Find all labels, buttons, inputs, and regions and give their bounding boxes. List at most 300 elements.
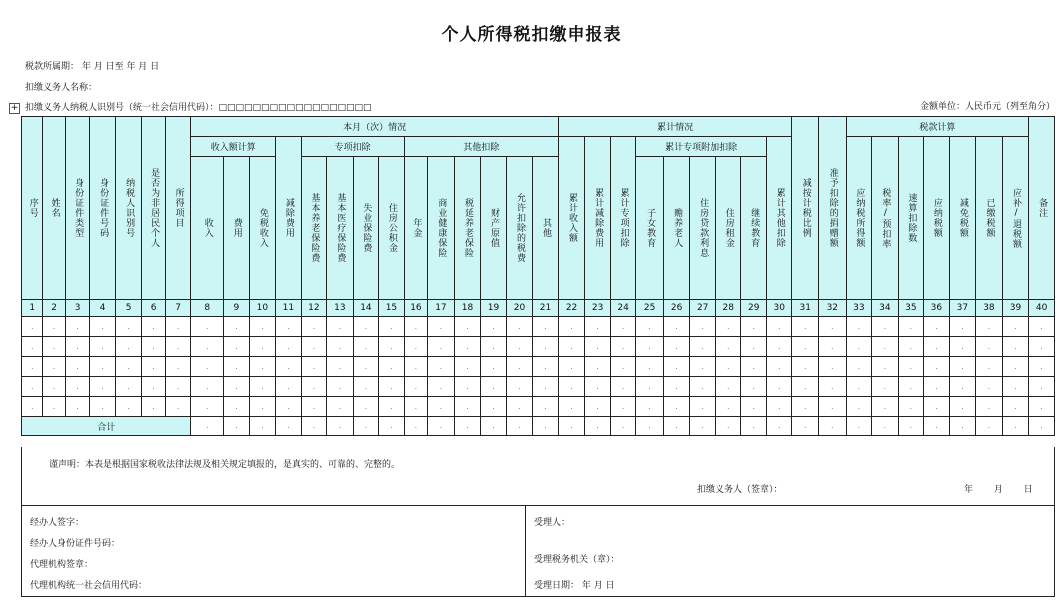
total-cell[interactable]: . (481, 417, 507, 436)
data-cell[interactable]: . (949, 317, 976, 337)
data-cell[interactable]: . (636, 337, 664, 357)
col-header-26-label: 赡养老人 (672, 208, 683, 248)
col-header-23-label: 累计减除费用 (593, 188, 604, 248)
subgroup-income-calc: 收入额计算 (191, 137, 276, 157)
total-cell[interactable]: . (741, 417, 767, 436)
data-cell[interactable]: . (90, 377, 116, 397)
data-cell[interactable]: . (1002, 337, 1029, 357)
data-cell[interactable]: . (533, 397, 559, 417)
col-header-6 (142, 117, 165, 300)
data-cell[interactable]: . (454, 377, 481, 397)
data-cell[interactable]: . (1029, 397, 1055, 417)
data-cell[interactable]: . (924, 397, 950, 417)
data-cell[interactable]: . (224, 357, 250, 377)
total-cell[interactable]: . (1029, 417, 1055, 436)
data-cell[interactable]: . (585, 317, 611, 337)
total-cell[interactable]: . (949, 417, 976, 436)
col-header-10 (249, 157, 276, 300)
data-cell[interactable]: . (558, 317, 585, 337)
data-cell[interactable]: . (249, 377, 276, 397)
total-cell[interactable]: . (533, 417, 559, 436)
data-cell[interactable]: . (976, 337, 1003, 357)
data-cell[interactable]: . (610, 317, 636, 337)
data-cell[interactable]: . (43, 317, 65, 337)
data-cell[interactable]: . (558, 337, 585, 357)
data-cell[interactable]: . (481, 377, 507, 397)
data-cell[interactable]: . (191, 377, 224, 397)
data-cell[interactable]: . (558, 397, 585, 417)
table-row (22, 317, 1055, 337)
data-cell[interactable]: . (792, 397, 819, 417)
data-cell[interactable]: . (663, 397, 690, 417)
data-cell[interactable]: . (142, 377, 165, 397)
col-number-21: 21 (533, 300, 559, 317)
col-header-22 (558, 137, 585, 300)
data-cell[interactable]: . (327, 337, 354, 357)
data-cell[interactable]: . (872, 397, 899, 417)
data-cell[interactable]: . (142, 337, 165, 357)
data-cell[interactable]: . (506, 357, 533, 377)
data-cell[interactable]: . (663, 357, 690, 377)
data-cell[interactable]: . (872, 337, 899, 357)
col-header-20 (506, 157, 533, 300)
data-cell[interactable]: . (276, 357, 302, 377)
data-cell[interactable]: . (949, 377, 976, 397)
col-header-20-label: 允许扣除的税费 (515, 193, 525, 263)
data-cell[interactable]: . (379, 317, 405, 337)
total-cell[interactable]: . (690, 417, 716, 436)
col-number-29: 29 (741, 300, 767, 317)
data-cell[interactable]: . (819, 337, 847, 357)
data-cell[interactable]: . (43, 377, 65, 397)
data-cell[interactable]: . (249, 317, 276, 337)
data-cell[interactable]: . (301, 377, 327, 397)
col-number-4: 4 (90, 300, 116, 317)
data-cell[interactable]: . (636, 377, 664, 397)
data-cell[interactable]: . (741, 397, 767, 417)
data-cell[interactable]: . (1002, 397, 1029, 417)
data-cell[interactable]: . (715, 397, 741, 417)
col-header-5 (115, 117, 142, 300)
data-cell[interactable]: . (766, 397, 792, 417)
group-current: 本月（次）情况 (191, 117, 558, 137)
data-cell[interactable]: . (353, 317, 379, 337)
data-cell[interactable]: . (819, 317, 847, 337)
data-cell[interactable]: . (610, 357, 636, 377)
total-cell[interactable]: . (191, 417, 224, 436)
col-header-30 (766, 137, 792, 300)
expand-icon[interactable]: + (10, 103, 19, 113)
col-header-12-label: 基本养老保险费 (309, 193, 320, 263)
col-header-17-label: 商业健康保险 (436, 198, 447, 258)
data-cell[interactable]: . (224, 337, 250, 357)
col-header-31-label: 减按计税比例 (800, 178, 811, 238)
data-cell[interactable]: . (506, 337, 533, 357)
data-cell[interactable]: . (454, 317, 481, 337)
total-cell[interactable]: . (898, 417, 924, 436)
data-cell[interactable]: . (428, 377, 455, 397)
data-cell[interactable]: . (533, 357, 559, 377)
data-cell[interactable]: . (715, 337, 741, 357)
data-cell[interactable]: . (898, 397, 924, 417)
data-cell[interactable]: . (454, 397, 481, 417)
data-cell[interactable]: . (846, 357, 872, 377)
total-cell[interactable]: . (1002, 417, 1029, 436)
col-number-20: 20 (506, 300, 533, 317)
data-cell[interactable]: . (327, 397, 354, 417)
data-cell[interactable]: . (90, 357, 116, 377)
col-number-40: 40 (1029, 300, 1055, 317)
col-number-39: 39 (1002, 300, 1029, 317)
data-cell[interactable]: . (65, 337, 89, 357)
data-cell[interactable]: . (976, 317, 1003, 337)
col-header-34-label: 税率/预扣率 (880, 187, 891, 249)
total-cell[interactable]: . (353, 417, 379, 436)
col-header-11-label: 减除费用 (283, 198, 294, 238)
data-cell[interactable]: . (249, 397, 276, 417)
data-cell[interactable]: . (610, 377, 636, 397)
col-header-36-label: 应纳税额 (931, 198, 942, 238)
data-cell[interactable]: . (428, 337, 455, 357)
total-cell[interactable]: . (792, 417, 819, 436)
data-cell[interactable]: . (766, 357, 792, 377)
data-cell[interactable]: . (142, 317, 165, 337)
data-cell[interactable]: . (481, 397, 507, 417)
data-cell[interactable]: . (327, 377, 354, 397)
data-cell[interactable]: . (924, 357, 950, 377)
col-number-31: 31 (792, 300, 819, 317)
data-cell[interactable]: . (224, 397, 250, 417)
data-cell[interactable]: . (165, 377, 191, 397)
data-cell[interactable]: . (191, 397, 224, 417)
total-cell[interactable]: . (454, 417, 481, 436)
col-header-40 (1029, 117, 1055, 300)
data-cell[interactable]: . (898, 377, 924, 397)
total-cell[interactable]: . (846, 417, 872, 436)
total-cell[interactable]: . (872, 417, 899, 436)
data-cell[interactable]: . (898, 337, 924, 357)
total-cell[interactable]: . (715, 417, 741, 436)
data-cell[interactable]: . (404, 337, 427, 357)
total-cell[interactable]: . (404, 417, 427, 436)
data-cell[interactable]: . (766, 377, 792, 397)
data-cell[interactable]: . (90, 337, 116, 357)
data-cell[interactable]: . (558, 357, 585, 377)
data-cell[interactable]: . (224, 377, 250, 397)
col-header-7 (165, 117, 191, 300)
total-cell[interactable]: . (819, 417, 847, 436)
data-cell[interactable]: . (949, 357, 976, 377)
data-cell[interactable]: . (165, 357, 191, 377)
data-cell[interactable]: . (43, 337, 65, 357)
acceptance-box (21, 505, 1055, 597)
data-cell[interactable]: . (379, 377, 405, 397)
col-header-19-label: 财产原值 (488, 208, 499, 248)
data-cell[interactable]: . (301, 357, 327, 377)
data-cell[interactable]: . (115, 397, 142, 417)
col-number-12: 12 (301, 300, 327, 317)
data-cell[interactable]: . (792, 357, 819, 377)
data-cell[interactable]: . (846, 317, 872, 337)
col-number-24: 24 (610, 300, 636, 317)
data-cell[interactable]: . (353, 337, 379, 357)
data-cell[interactable]: . (428, 317, 455, 337)
data-cell[interactable]: . (715, 357, 741, 377)
data-cell[interactable]: . (610, 337, 636, 357)
data-cell[interactable]: . (65, 377, 89, 397)
data-cell[interactable]: . (819, 357, 847, 377)
col-header-9 (224, 157, 250, 300)
data-cell[interactable]: . (506, 377, 533, 397)
data-cell[interactable]: . (715, 317, 741, 337)
data-cell[interactable]: . (846, 337, 872, 357)
data-cell[interactable]: . (90, 397, 116, 417)
subgroup-special: 专项扣除 (301, 137, 404, 157)
data-cell[interactable]: . (949, 397, 976, 417)
data-cell[interactable]: . (43, 357, 65, 377)
col-header-18-label: 税延养老保险 (462, 198, 473, 258)
data-cell[interactable]: . (690, 317, 716, 337)
total-cell[interactable]: . (924, 417, 950, 436)
data-cell[interactable]: . (898, 357, 924, 377)
data-cell[interactable]: . (276, 377, 302, 397)
data-cell[interactable]: . (115, 377, 142, 397)
col-header-9-label: 费用 (231, 218, 242, 238)
data-cell[interactable]: . (191, 317, 224, 337)
data-cell[interactable]: . (636, 357, 664, 377)
data-cell[interactable]: . (533, 337, 559, 357)
data-cell[interactable]: . (533, 377, 559, 397)
col-header-33-label: 应纳税所得额 (854, 188, 865, 248)
data-cell[interactable]: . (636, 317, 664, 337)
data-cell[interactable]: . (610, 397, 636, 417)
data-cell[interactable]: . (1002, 317, 1029, 337)
data-cell[interactable]: . (43, 397, 65, 417)
col-header-2-label: 姓名 (49, 198, 60, 218)
total-cell[interactable]: . (558, 417, 585, 436)
col-header-36 (924, 137, 950, 300)
total-cell[interactable]: . (224, 417, 250, 436)
data-cell[interactable]: . (90, 317, 116, 337)
col-number-22: 22 (558, 300, 585, 317)
data-cell[interactable]: . (481, 317, 507, 337)
col-number-37: 37 (949, 300, 976, 317)
data-cell[interactable]: . (249, 337, 276, 357)
total-cell[interactable]: . (428, 417, 455, 436)
data-cell[interactable]: . (276, 397, 302, 417)
total-cell[interactable]: . (379, 417, 405, 436)
col-header-15 (379, 157, 405, 300)
data-cell[interactable]: . (766, 317, 792, 337)
data-cell[interactable]: . (792, 377, 819, 397)
data-cell[interactable]: . (404, 377, 427, 397)
data-cell[interactable]: . (690, 337, 716, 357)
data-cell[interactable]: . (663, 317, 690, 337)
col-header-18 (454, 157, 481, 300)
data-cell[interactable]: . (428, 357, 455, 377)
data-cell[interactable]: . (22, 317, 43, 337)
col-header-16-label: 年金 (411, 218, 422, 238)
col-header-21-label: 其他 (541, 218, 552, 238)
data-cell[interactable]: . (872, 377, 899, 397)
data-cell[interactable]: . (165, 397, 191, 417)
data-cell[interactable]: . (976, 377, 1003, 397)
data-cell[interactable]: . (924, 377, 950, 397)
data-cell[interactable]: . (22, 377, 43, 397)
data-cell[interactable]: . (741, 377, 767, 397)
data-cell[interactable]: . (585, 337, 611, 357)
data-cell[interactable]: . (404, 397, 427, 417)
data-cell[interactable]: . (924, 337, 950, 357)
data-cell[interactable]: . (191, 357, 224, 377)
data-cell[interactable]: . (379, 397, 405, 417)
data-cell[interactable]: . (481, 337, 507, 357)
col-header-1 (22, 117, 43, 300)
total-label: 合计 (22, 417, 191, 436)
data-cell[interactable]: . (353, 397, 379, 417)
data-cell[interactable]: . (428, 397, 455, 417)
data-cell[interactable]: . (872, 357, 899, 377)
col-number-36: 36 (924, 300, 950, 317)
data-cell[interactable]: . (65, 357, 89, 377)
data-cell[interactable]: . (506, 397, 533, 417)
agent-name: 扣缴义务人名称： (25, 83, 98, 93)
data-cell[interactable]: . (872, 317, 899, 337)
data-cell[interactable]: . (379, 357, 405, 377)
data-cell[interactable]: . (690, 357, 716, 377)
col-header-14 (353, 157, 379, 300)
data-cell[interactable]: . (115, 357, 142, 377)
data-cell[interactable]: . (663, 337, 690, 357)
col-header-4-label: 身份证件号码 (98, 178, 109, 238)
data-cell[interactable]: . (301, 337, 327, 357)
data-cell[interactable]: . (165, 317, 191, 337)
data-cell[interactable]: . (115, 337, 142, 357)
col-number-23: 23 (585, 300, 611, 317)
col-header-28 (715, 157, 741, 300)
data-cell[interactable]: . (1029, 377, 1055, 397)
data-cell[interactable]: . (249, 357, 276, 377)
col-number-10: 10 (249, 300, 276, 317)
data-cell[interactable]: . (792, 337, 819, 357)
data-cell[interactable]: . (846, 377, 872, 397)
data-cell[interactable]: . (690, 377, 716, 397)
data-cell[interactable]: . (301, 397, 327, 417)
col-header-1-label: 序号 (27, 198, 38, 218)
data-cell[interactable]: . (22, 357, 43, 377)
data-cell[interactable]: . (353, 377, 379, 397)
total-cell[interactable]: . (585, 417, 611, 436)
data-cell[interactable]: . (741, 337, 767, 357)
data-cell[interactable]: . (481, 357, 507, 377)
data-cell[interactable]: . (741, 357, 767, 377)
col-header-33 (846, 137, 872, 300)
data-cell[interactable]: . (404, 357, 427, 377)
total-cell[interactable]: . (976, 417, 1003, 436)
data-cell[interactable]: . (741, 317, 767, 337)
data-cell[interactable]: . (819, 397, 847, 417)
total-cell[interactable]: . (766, 417, 792, 436)
data-cell[interactable]: . (1002, 377, 1029, 397)
data-cell[interactable]: . (585, 377, 611, 397)
data-cell[interactable]: . (636, 397, 664, 417)
data-cell[interactable]: . (898, 317, 924, 337)
data-cell[interactable]: . (690, 397, 716, 417)
data-cell[interactable]: . (327, 317, 354, 337)
data-cell[interactable]: . (976, 397, 1003, 417)
col-header-11 (276, 137, 302, 300)
col-header-16 (404, 157, 427, 300)
total-cell[interactable]: . (506, 417, 533, 436)
total-cell[interactable]: . (663, 417, 690, 436)
data-cell[interactable]: . (327, 357, 354, 377)
data-cell[interactable]: . (276, 317, 302, 337)
col-number-1: 1 (22, 300, 43, 317)
data-cell[interactable]: . (379, 337, 405, 357)
data-cell[interactable]: . (22, 397, 43, 417)
data-cell[interactable]: . (353, 357, 379, 377)
data-cell[interactable]: . (949, 337, 976, 357)
data-cell[interactable]: . (142, 357, 165, 377)
col-header-40-label: 备注 (1037, 198, 1048, 218)
data-cell[interactable]: . (224, 317, 250, 337)
data-cell[interactable]: . (585, 397, 611, 417)
data-cell[interactable]: . (65, 317, 89, 337)
table-row (22, 337, 1055, 357)
data-cell[interactable]: . (1029, 317, 1055, 337)
data-cell[interactable]: . (976, 357, 1003, 377)
page-title: 个人所得税扣缴申报表 (441, 25, 622, 45)
data-cell[interactable]: . (22, 337, 43, 357)
data-cell[interactable]: . (454, 337, 481, 357)
data-cell[interactable]: . (792, 317, 819, 337)
data-cell[interactable]: . (766, 337, 792, 357)
total-cell[interactable]: . (276, 417, 302, 436)
col-header-6-label: 是否为非居民个人 (149, 168, 160, 248)
data-cell[interactable]: . (533, 317, 559, 337)
total-cell[interactable]: . (636, 417, 664, 436)
data-cell[interactable]: . (404, 317, 427, 337)
data-cell[interactable]: . (1002, 357, 1029, 377)
total-cell[interactable]: . (249, 417, 276, 436)
data-cell[interactable]: . (1029, 357, 1055, 377)
data-cell[interactable]: . (301, 317, 327, 337)
data-cell[interactable]: . (663, 377, 690, 397)
data-cell[interactable]: . (1029, 337, 1055, 357)
data-cell[interactable]: . (558, 377, 585, 397)
data-cell[interactable]: . (924, 317, 950, 337)
data-cell[interactable]: . (846, 397, 872, 417)
data-cell[interactable]: . (819, 377, 847, 397)
col-header-35-label: 速算扣除数 (906, 193, 917, 243)
data-cell[interactable]: . (276, 337, 302, 357)
total-cell[interactable]: . (610, 417, 636, 436)
data-cell[interactable]: . (454, 357, 481, 377)
col-header-8 (191, 157, 224, 300)
col-number-16: 16 (404, 300, 427, 317)
total-cell[interactable]: . (301, 417, 327, 436)
data-cell[interactable]: . (115, 317, 142, 337)
data-cell[interactable]: . (506, 317, 533, 337)
total-cell[interactable]: . (327, 417, 354, 436)
col-number-26: 26 (663, 300, 690, 317)
data-cell[interactable]: . (191, 337, 224, 357)
data-cell[interactable]: . (65, 397, 89, 417)
data-cell[interactable]: . (715, 377, 741, 397)
data-cell[interactable]: . (142, 397, 165, 417)
data-cell[interactable]: . (165, 337, 191, 357)
data-cell[interactable]: . (585, 357, 611, 377)
